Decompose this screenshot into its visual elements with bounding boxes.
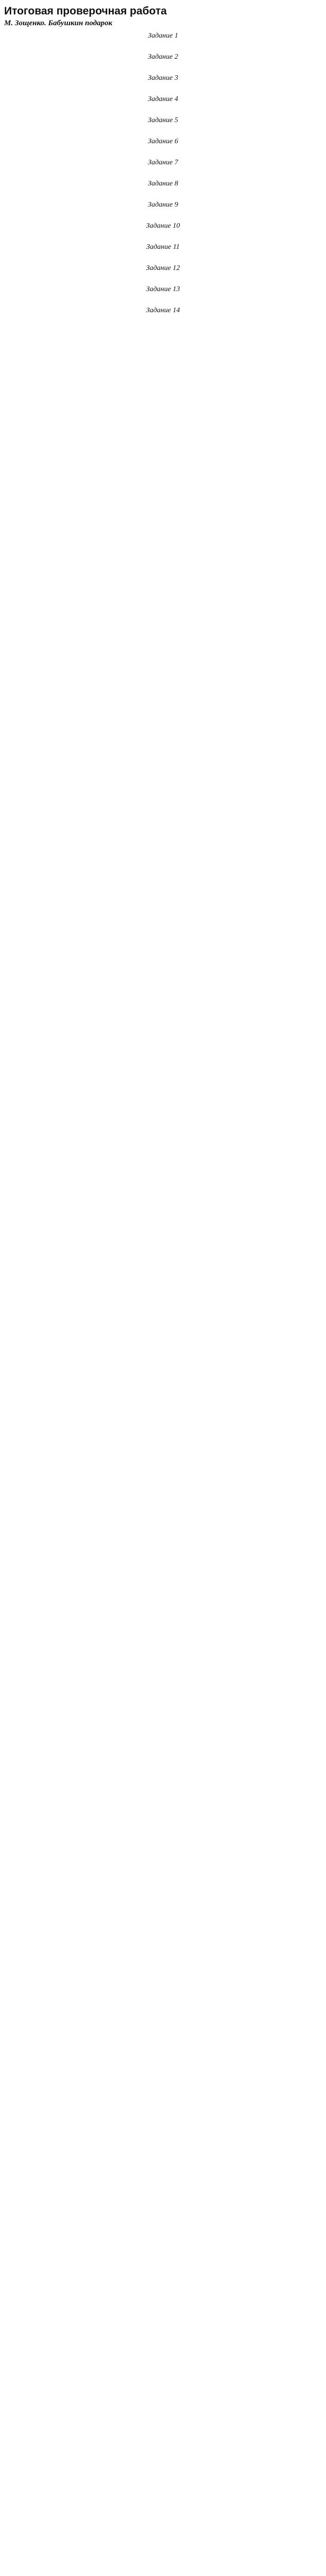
task-body (4, 316, 322, 325)
task-body (4, 62, 322, 72)
task-section (4, 243, 322, 262)
task-heading: Задание 9 (148, 200, 178, 209)
task-heading: Задание 8 (148, 179, 178, 188)
task-body (4, 231, 322, 241)
task-body (4, 274, 322, 283)
document-subtitle: М. Зощенко. Бабушкин подарок (4, 19, 113, 28)
task-section (4, 74, 322, 93)
task-section (4, 264, 322, 283)
task-list (4, 31, 322, 325)
task-section (4, 285, 322, 304)
task-section (4, 31, 322, 50)
task-section (4, 116, 322, 135)
task-heading: Задание 1 (148, 31, 178, 40)
task-body (4, 168, 322, 177)
task-heading: Задание 12 (146, 264, 180, 272)
task-body (4, 41, 322, 50)
task-section (4, 95, 322, 114)
document-page (0, 0, 326, 335)
task-section (4, 222, 322, 241)
task-section (4, 306, 322, 325)
task-heading: Задание 11 (146, 243, 180, 251)
task-section (4, 158, 322, 177)
task-body (4, 252, 322, 262)
task-heading: Задание 10 (146, 222, 180, 230)
task-body (4, 189, 322, 198)
task-body (4, 295, 322, 304)
task-section (4, 137, 322, 156)
task-section (4, 53, 322, 72)
task-heading: Задание 6 (148, 137, 178, 145)
document-title: Итоговая проверочная работа (4, 5, 167, 17)
task-heading: Задание 2 (148, 53, 178, 61)
task-heading: Задание 13 (146, 285, 180, 293)
task-body (4, 147, 322, 156)
task-heading: Задание 3 (148, 74, 178, 82)
task-section (4, 179, 322, 198)
task-body (4, 83, 322, 93)
task-body (4, 126, 322, 135)
task-heading: Задание 4 (148, 95, 178, 103)
task-section (4, 200, 322, 219)
task-heading: Задание 7 (148, 158, 178, 166)
task-heading: Задание 14 (146, 306, 180, 314)
task-heading: Задание 5 (148, 116, 178, 124)
task-body (4, 105, 322, 114)
task-body (4, 210, 322, 219)
